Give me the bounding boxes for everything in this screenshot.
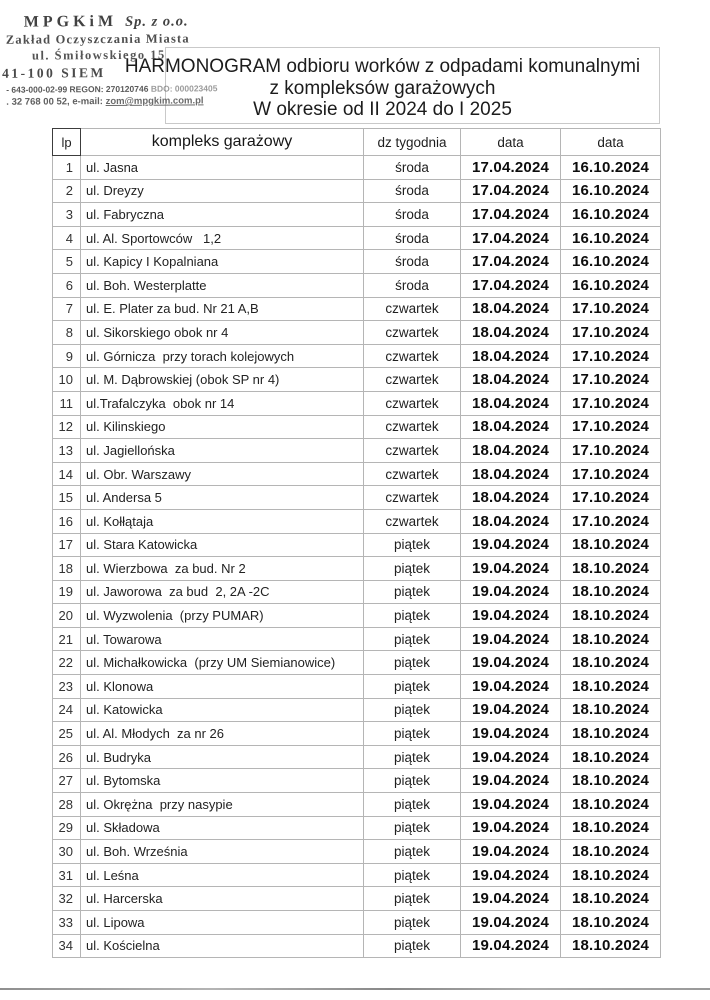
garage-complex-name: ul. M. Dąbrowskiej (obok SP nr 4) (81, 368, 364, 392)
collection-date-2: 18.10.2024 (561, 840, 661, 864)
weekday: czwartek (364, 486, 461, 510)
col-header-date-1: data (461, 129, 561, 156)
collection-date-2: 18.10.2024 (561, 793, 661, 817)
garage-complex-name: ul. Towarowa (81, 627, 364, 651)
garage-complex-name: ul. Boh. Westerplatte (81, 273, 364, 297)
weekday: czwartek (364, 297, 461, 321)
row-number: 32 (53, 887, 81, 911)
garage-complex-name: ul. Kościelna (81, 934, 364, 958)
weekday: piątek (364, 698, 461, 722)
collection-date-1: 18.04.2024 (461, 368, 561, 392)
collection-date-1: 18.04.2024 (461, 509, 561, 533)
row-number: 19 (53, 580, 81, 604)
table-row (53, 321, 661, 345)
collection-date-2: 16.10.2024 (561, 273, 661, 297)
row-number: 18 (53, 557, 81, 581)
garage-complex-name: ul. Leśna (81, 863, 364, 887)
title-line-2: z kompleksów garażowych (269, 77, 496, 99)
row-number: 16 (53, 509, 81, 533)
stamp-company: MPGKiM (23, 12, 118, 31)
collection-date-1: 19.04.2024 (461, 675, 561, 699)
collection-date-2: 18.10.2024 (561, 745, 661, 769)
row-number: 17 (53, 533, 81, 557)
collection-date-2: 17.10.2024 (561, 391, 661, 415)
weekday: piątek (364, 840, 461, 864)
weekday: piątek (364, 627, 461, 651)
table-row (53, 698, 661, 722)
table-row (53, 250, 661, 274)
table-row (53, 934, 661, 958)
table-row (53, 769, 661, 793)
garage-complex-name: ul. Kołłątaja (81, 509, 364, 533)
row-number: 24 (53, 698, 81, 722)
collection-date-1: 17.04.2024 (461, 226, 561, 250)
collection-date-2: 18.10.2024 (561, 769, 661, 793)
collection-date-1: 19.04.2024 (461, 557, 561, 581)
table-row (53, 627, 661, 651)
garage-complex-name: ul. E. Plater za bud. Nr 21 A,B (81, 297, 364, 321)
row-number: 30 (53, 840, 81, 864)
weekday: czwartek (364, 321, 461, 345)
collection-date-1: 19.04.2024 (461, 580, 561, 604)
collection-date-2: 17.10.2024 (561, 368, 661, 392)
collection-date-2: 18.10.2024 (561, 675, 661, 699)
row-number: 12 (53, 415, 81, 439)
weekday: środa (364, 273, 461, 297)
title-line-1: HARMONOGRAM odbioru worków z odpadami komunalnymi (124, 56, 641, 77)
collection-date-1: 18.04.2024 (461, 415, 561, 439)
weekday: czwartek (364, 415, 461, 439)
stamp-email-link[interactable]: zom@mpgkim.com.pl (105, 95, 204, 108)
collection-date-1: 19.04.2024 (461, 745, 561, 769)
collection-date-2: 18.10.2024 (561, 604, 661, 628)
row-number: 7 (53, 297, 81, 321)
collection-date-2: 18.10.2024 (561, 863, 661, 887)
weekday: piątek (364, 604, 461, 628)
table-row (53, 604, 661, 628)
collection-date-1: 19.04.2024 (461, 887, 561, 911)
collection-date-2: 18.10.2024 (561, 934, 661, 958)
table-row (53, 368, 661, 392)
table-row (53, 156, 661, 180)
collection-date-1: 18.04.2024 (461, 297, 561, 321)
row-number: 29 (53, 816, 81, 840)
stamp-street: ul. Śmiłowskiego 15 (31, 47, 166, 63)
collection-date-2: 18.10.2024 (561, 722, 661, 746)
weekday: piątek (364, 651, 461, 675)
garage-complex-name: ul. Klonowa (81, 675, 364, 699)
scan-artifact-line (0, 988, 710, 990)
stamp-ids (6, 83, 217, 94)
garage-complex-name: ul. Andersa 5 (81, 486, 364, 510)
row-number: 13 (53, 439, 81, 463)
table-row (53, 840, 661, 864)
garage-complex-name: ul. Jagiellońska (81, 439, 364, 463)
garage-complex-name: ul. Michałkowicka (przy UM Siemianowice) (81, 651, 364, 675)
weekday: piątek (364, 722, 461, 746)
header-row (53, 129, 661, 156)
row-number: 21 (53, 627, 81, 651)
collection-date-2: 18.10.2024 (561, 627, 661, 651)
table-header (53, 129, 661, 156)
collection-date-1: 19.04.2024 (461, 863, 561, 887)
table-row (53, 509, 661, 533)
collection-date-1: 18.04.2024 (461, 462, 561, 486)
row-number: 4 (53, 226, 81, 250)
garage-complex-name: ul. Dreyzy (81, 179, 364, 203)
collection-date-1: 19.04.2024 (461, 533, 561, 557)
row-number: 8 (53, 321, 81, 345)
weekday: piątek (364, 533, 461, 557)
collection-date-1: 19.04.2024 (461, 722, 561, 746)
collection-date-1: 19.04.2024 (461, 698, 561, 722)
garage-complex-name: ul. Kapicy I Kopalniana (81, 250, 364, 274)
collection-date-1: 19.04.2024 (461, 627, 561, 651)
collection-date-1: 18.04.2024 (461, 321, 561, 345)
garage-complex-name: ul. Budryka (81, 745, 364, 769)
row-number: 11 (53, 391, 81, 415)
collection-date-1: 17.04.2024 (461, 156, 561, 180)
collection-date-2: 17.10.2024 (561, 462, 661, 486)
col-header-complex: kompleks garażowy (81, 129, 364, 156)
collection-date-2: 17.10.2024 (561, 415, 661, 439)
table-row (53, 816, 661, 840)
col-header-date-2: data (561, 129, 661, 156)
table-row (53, 863, 661, 887)
row-number: 34 (53, 934, 81, 958)
row-number: 5 (53, 250, 81, 274)
weekday: środa (364, 156, 461, 180)
row-number: 26 (53, 745, 81, 769)
collection-date-2: 17.10.2024 (561, 297, 661, 321)
stamp-company-name (24, 12, 217, 31)
garage-complex-name: ul. Al. Sportowców 1,2 (81, 226, 364, 250)
collection-date-1: 17.04.2024 (461, 179, 561, 203)
collection-date-1: 17.04.2024 (461, 273, 561, 297)
collection-date-1: 19.04.2024 (461, 840, 561, 864)
collection-date-1: 18.04.2024 (461, 439, 561, 463)
table-row (53, 226, 661, 250)
table-row (53, 486, 661, 510)
table-row (53, 391, 661, 415)
collection-date-1: 19.04.2024 (461, 651, 561, 675)
weekday: piątek (364, 887, 461, 911)
collection-date-2: 18.10.2024 (561, 698, 661, 722)
collection-date-2: 18.10.2024 (561, 651, 661, 675)
stamp-company-suffix: Sp. z o.o. (124, 13, 189, 30)
garage-complex-name: ul. Boh. Września (81, 840, 364, 864)
garage-complex-name: ul. Składowa (81, 816, 364, 840)
row-number: 25 (53, 722, 81, 746)
garage-complex-name: ul. Jasna (81, 156, 364, 180)
collection-date-2: 18.10.2024 (561, 557, 661, 581)
collection-date-1: 19.04.2024 (461, 604, 561, 628)
schedule-table (52, 128, 661, 958)
weekday: środa (364, 203, 461, 227)
garage-complex-name: ul. Górnicza przy torach kolejowych (81, 344, 364, 368)
weekday: piątek (364, 934, 461, 958)
garage-complex-name: ul. Harcerska (81, 887, 364, 911)
table-row (53, 344, 661, 368)
row-number: 3 (53, 203, 81, 227)
row-number: 28 (53, 793, 81, 817)
table-row (53, 580, 661, 604)
collection-date-1: 19.04.2024 (461, 816, 561, 840)
collection-date-2: 16.10.2024 (561, 203, 661, 227)
table-row (53, 557, 661, 581)
row-number: 10 (53, 368, 81, 392)
weekday: piątek (364, 557, 461, 581)
collection-date-2: 18.10.2024 (561, 816, 661, 840)
collection-date-2: 18.10.2024 (561, 911, 661, 935)
stamp-nip-regon: - 643-000-02-99 REGON: 270120746 (6, 83, 149, 95)
weekday: piątek (364, 769, 461, 793)
weekday: piątek (364, 816, 461, 840)
table-row (53, 911, 661, 935)
garage-complex-name: ul. Al. Młodych za nr 26 (81, 722, 364, 746)
title-line-3: W okresie od II 2024 do I 2025 (253, 99, 512, 120)
garage-complex-name: ul. Katowicka (81, 698, 364, 722)
schedule-rows (53, 156, 661, 958)
collection-date-2: 17.10.2024 (561, 486, 661, 510)
row-number: 2 (53, 179, 81, 203)
row-number: 9 (53, 344, 81, 368)
collection-date-2: 18.10.2024 (561, 580, 661, 604)
table-row (53, 179, 661, 203)
stamp-city: 41-100 SIEM (2, 65, 106, 81)
garage-complex-name: ul. Lipowa (81, 911, 364, 935)
collection-date-2: 16.10.2024 (561, 250, 661, 274)
weekday: czwartek (364, 391, 461, 415)
weekday: środa (364, 226, 461, 250)
row-number: 31 (53, 863, 81, 887)
row-number: 15 (53, 486, 81, 510)
garage-complex-name: ul. Fabryczna (81, 203, 364, 227)
garage-complex-name: ul. Wyzwolenia (przy PUMAR) (81, 604, 364, 628)
collection-date-1: 19.04.2024 (461, 793, 561, 817)
collection-date-1: 19.04.2024 (461, 911, 561, 935)
row-number: 14 (53, 462, 81, 486)
garage-complex-name: ul. Obr. Warszawy (81, 462, 364, 486)
row-number: 23 (53, 675, 81, 699)
collection-date-1: 18.04.2024 (461, 344, 561, 368)
garage-complex-name: ul. Stara Katowicka (81, 533, 364, 557)
table-row (53, 273, 661, 297)
table-row (53, 651, 661, 675)
table-row (53, 675, 661, 699)
collection-date-2: 17.10.2024 (561, 439, 661, 463)
row-number: 20 (53, 604, 81, 628)
weekday: czwartek (364, 368, 461, 392)
table-row (53, 887, 661, 911)
collection-date-2: 16.10.2024 (561, 226, 661, 250)
collection-date-1: 18.04.2024 (461, 391, 561, 415)
weekday: piątek (364, 580, 461, 604)
stamp-contact (6, 95, 217, 107)
col-header-weekday: dz tygodnia (364, 129, 461, 156)
garage-complex-name: ul.Trafalczyka obok nr 14 (81, 391, 364, 415)
row-number: 22 (53, 651, 81, 675)
collection-date-2: 18.10.2024 (561, 887, 661, 911)
row-number: 1 (53, 156, 81, 180)
garage-complex-name: ul. Okrężna przy nasypie (81, 793, 364, 817)
table-row (53, 793, 661, 817)
garage-complex-name: ul. Bytomska (81, 769, 364, 793)
collection-date-1: 17.04.2024 (461, 250, 561, 274)
table-row (53, 297, 661, 321)
table-row (53, 203, 661, 227)
col-header-lp: lp (53, 129, 81, 156)
table-row (53, 533, 661, 557)
weekday: piątek (364, 863, 461, 887)
weekday: piątek (364, 911, 461, 935)
collection-date-1: 19.04.2024 (461, 769, 561, 793)
row-number: 6 (53, 273, 81, 297)
weekday: piątek (364, 675, 461, 699)
garage-complex-name: ul. Sikorskiego obok nr 4 (81, 321, 364, 345)
weekday: środa (364, 179, 461, 203)
collection-date-2: 16.10.2024 (561, 179, 661, 203)
collection-date-1: 17.04.2024 (461, 203, 561, 227)
garage-complex-name: ul. Jaworowa za bud 2, 2A -2C (81, 580, 364, 604)
row-number: 27 (53, 769, 81, 793)
table-row (53, 722, 661, 746)
weekday: czwartek (364, 509, 461, 533)
weekday: środa (364, 250, 461, 274)
table-row (53, 439, 661, 463)
weekday: piątek (364, 793, 461, 817)
garage-complex-name: ul. Wierzbowa za bud. Nr 2 (81, 557, 364, 581)
collection-date-2: 17.10.2024 (561, 321, 661, 345)
stamp-department: Zakład Oczyszczania Miasta (5, 31, 190, 47)
garage-complex-name: ul. Kilinskiego (81, 415, 364, 439)
collection-date-1: 18.04.2024 (461, 486, 561, 510)
weekday: czwartek (364, 344, 461, 368)
stamp-bdo: BDO: 000023405 (150, 83, 218, 94)
weekday: czwartek (364, 439, 461, 463)
table-row (53, 462, 661, 486)
row-number: 33 (53, 911, 81, 935)
collection-date-2: 17.10.2024 (561, 344, 661, 368)
table-row (53, 415, 661, 439)
weekday: piątek (364, 745, 461, 769)
weekday: czwartek (364, 462, 461, 486)
collection-date-2: 17.10.2024 (561, 509, 661, 533)
company-stamp (2, 12, 218, 108)
stamp-phone: . 32 768 00 52, e-mail: (6, 96, 103, 108)
collection-date-2: 18.10.2024 (561, 533, 661, 557)
collection-date-2: 16.10.2024 (561, 156, 661, 180)
collection-date-1: 19.04.2024 (461, 934, 561, 958)
table-row (53, 745, 661, 769)
